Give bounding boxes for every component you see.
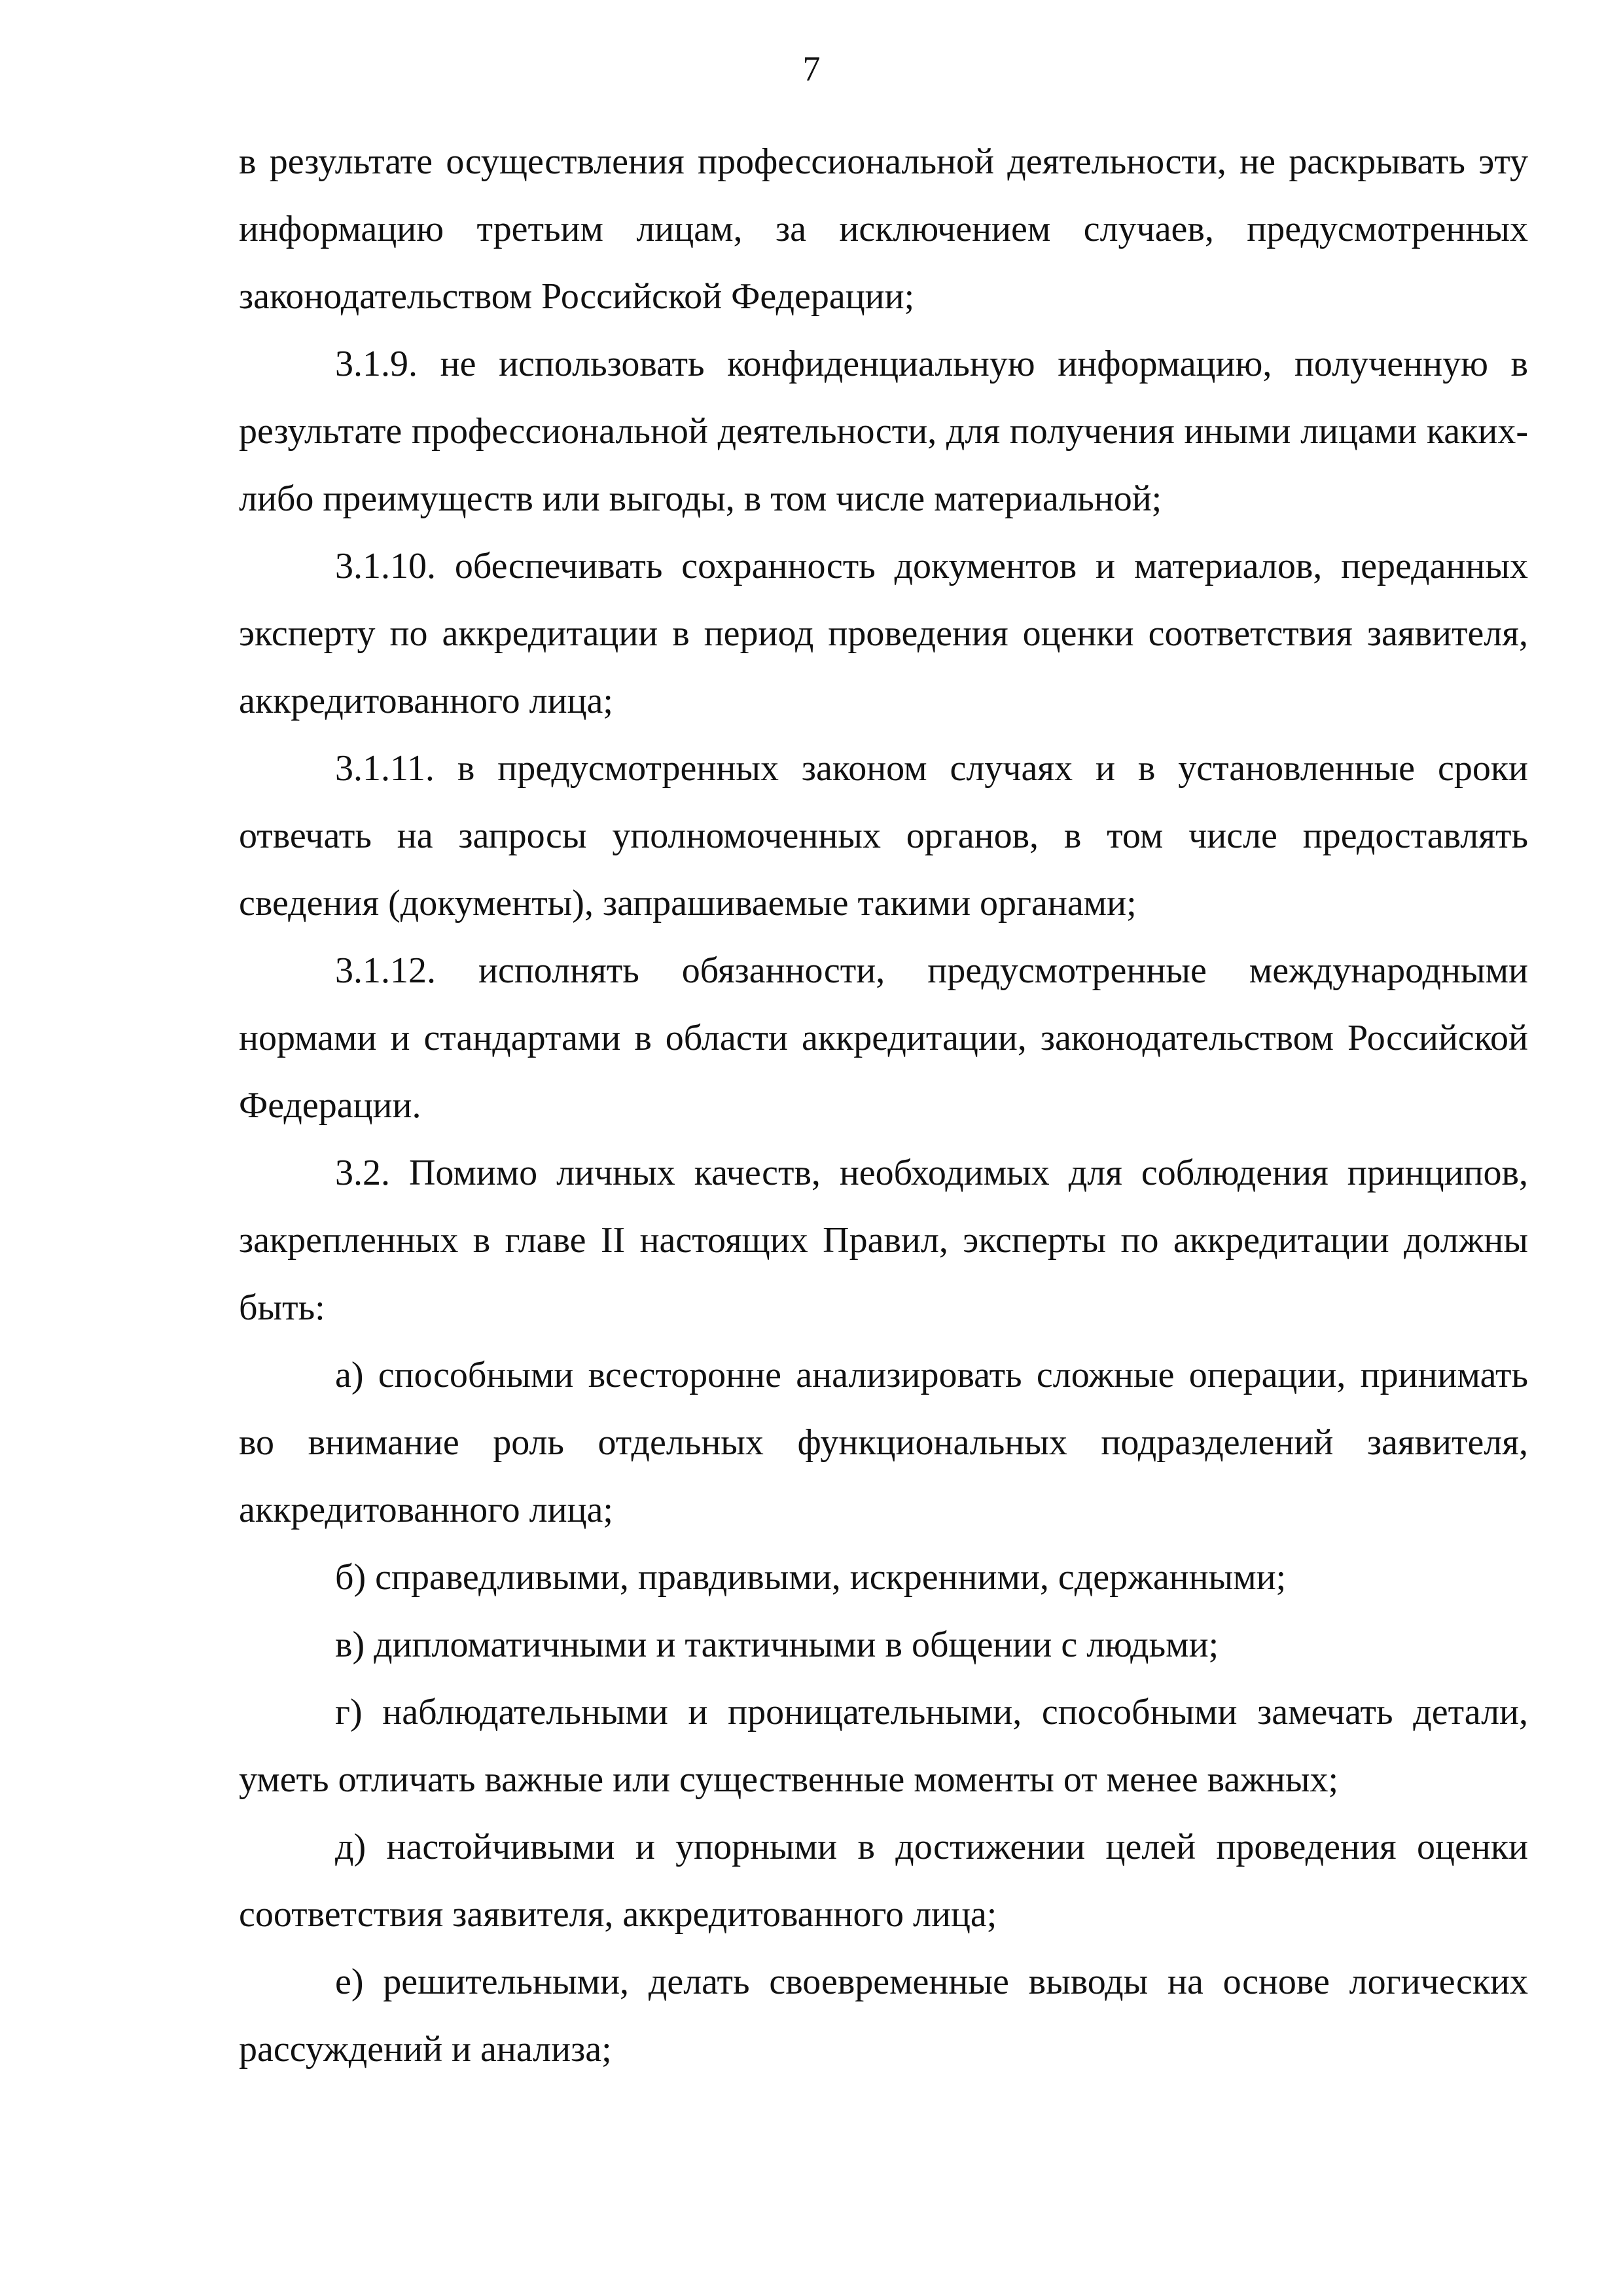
paragraph-3-1-12: 3.1.12. исполнять обязанности, предусмотренные международными нормами и стандартами в области аккредитации, законодательством Российской Федерации. — [239, 950, 1528, 1126]
paragraph-3-2: 3.2. Помимо личных качеств, необходимых для соблюдения принципов, закрепленных в главе II настоящих Правил, эксперты по аккредитации должны быть: — [239, 1153, 1528, 1328]
list-item-d: д) настойчивыми и упорными в достижении целей проведения оценки соответствия заявителя, аккредитованного лица; — [239, 1827, 1528, 1935]
list-item-g: г) наблюдательными и проницательными, способными замечать детали, уметь отличать важные или существенные моменты от менее важных; — [239, 1692, 1528, 1800]
paragraph-continuation: в результате осуществления профессиональной деятельности, не раскрывать эту информацию третьим лицам, за исключением случаев, предусмотренных законодательством Российской Федерации; — [239, 141, 1528, 317]
paragraph-3-1-10: 3.1.10. обеспечивать сохранность документов и материалов, переданных эксперту по аккредитации в период проведения оценки соответствия заявителя, аккредитованного лица; — [239, 546, 1528, 721]
paragraph-3-1-9: 3.1.9. не использовать конфиденциальную информацию, полученную в результате профессиональной деятельности, для получения иными лицами каких-либо преимуществ или выгоды, в том числе материальной; — [239, 344, 1528, 519]
list-item-e: е) решительными, делать своевременные выводы на основе логических рассуждений и анализа; — [239, 1962, 1528, 2070]
list-item-v: в) дипломатичными и тактичными в общении с людьми; — [335, 1624, 1219, 1665]
page-number: 7 — [802, 49, 821, 88]
document-body — [239, 128, 1528, 2083]
list-item-a: а) способными всесторонне анализировать сложные операции, принимать во внимание роль отдельных функциональных подразделений заявителя, аккредитованного лица; — [239, 1355, 1528, 1530]
list-item-b: б) справедливыми, правдивыми, искренними, сдержанными; — [335, 1557, 1287, 1598]
paragraph-3-1-11: 3.1.11. в предусмотренных законом случаях и в установленные сроки отвечать на запросы уполномоченных органов, в том числе предоставлять сведения (документы), запрашиваемые такими органами; — [239, 748, 1528, 924]
